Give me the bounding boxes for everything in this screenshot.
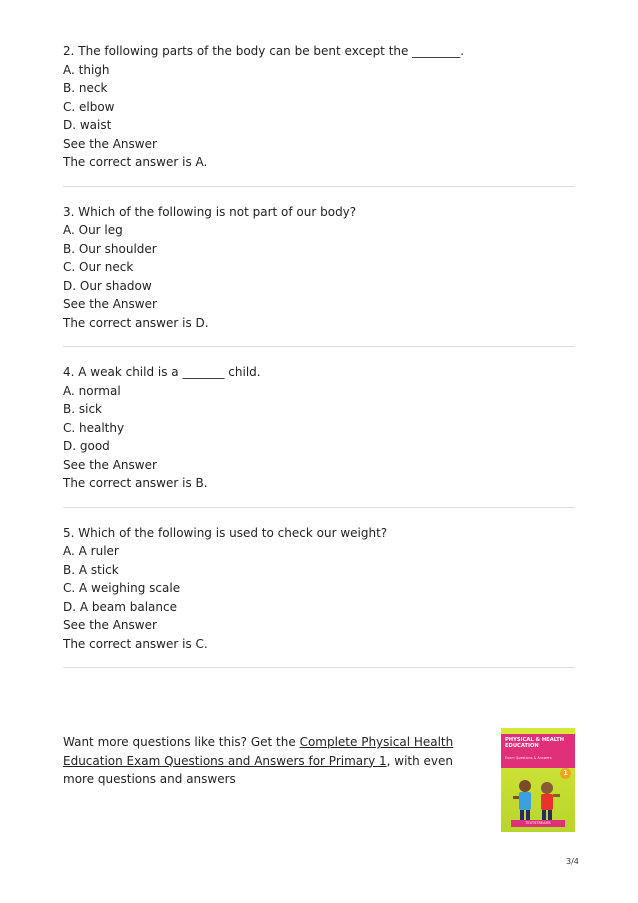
option-c: C. A weighing scale: [63, 581, 181, 595]
divider: [63, 507, 575, 508]
option-d: D. good: [63, 439, 110, 453]
divider: [63, 346, 575, 347]
see-answer-toggle[interactable]: See the Answer: [63, 457, 157, 472]
promo-prefix: Want more questions like this? Get the: [63, 735, 300, 749]
see-answer-toggle[interactable]: See the Answer: [63, 136, 157, 151]
option-c: C. elbow: [63, 99, 115, 114]
cover-subtitle: Exam Questions & Answers: [505, 756, 552, 760]
see-answer-toggle[interactable]: See the Answer: [63, 297, 157, 311]
cover-number-badge: 1: [560, 768, 571, 779]
option-a: A. A ruler: [63, 544, 119, 558]
option-b: B. A stick: [63, 562, 119, 577]
correct-answer: The correct answer is C.: [63, 636, 208, 651]
page-number: 3/4: [566, 857, 579, 866]
document-body: [63, 42, 575, 684]
option-b: B. sick: [63, 402, 102, 416]
question-block: [63, 42, 575, 172]
option-a: A. Our leg: [63, 223, 123, 237]
question-text: 4. A weak child is a _______ child.: [63, 365, 261, 379]
divider: [63, 667, 575, 668]
book-cover-image[interactable]: [501, 728, 575, 832]
promo-text: [63, 733, 483, 789]
option-b: B. Our shoulder: [63, 241, 157, 256]
question-block: [63, 203, 575, 333]
correct-answer: The correct answer is D.: [63, 315, 209, 330]
promo-suffix: , with even more questions and answers: [63, 753, 453, 786]
option-d: D. A beam balance: [63, 599, 177, 614]
cover-title: PHYSICAL & HEALTH EDUCATION: [505, 737, 565, 749]
option-d: D. waist: [63, 118, 112, 132]
book-link[interactable]: Complete Physical Health Education Exam Questions and Answers for Primary 1: [63, 735, 454, 768]
option-c: C. Our neck: [63, 260, 134, 274]
cover-publisher: TEXTSTREAMS: [511, 820, 565, 827]
option-d: D. Our shadow: [63, 278, 152, 293]
option-c: C. healthy: [63, 420, 125, 435]
question-text: 3. Which of the following is not part of our body?: [63, 204, 357, 219]
option-a: A. thigh: [63, 62, 110, 77]
children-illustration-icon: [501, 728, 575, 832]
option-a: A. normal: [63, 383, 121, 398]
correct-answer: The correct answer is A.: [63, 155, 208, 169]
question-block: [63, 524, 575, 654]
correct-answer: The correct answer is B.: [63, 476, 208, 490]
see-answer-toggle[interactable]: See the Answer: [63, 618, 157, 632]
question-block: [63, 363, 575, 493]
question-text: 2. The following parts of the body can be bent except the ________.: [63, 44, 465, 58]
divider: [63, 186, 575, 187]
question-text: 5. Which of the following is used to check our weight?: [63, 525, 388, 540]
option-b: B. neck: [63, 81, 108, 95]
